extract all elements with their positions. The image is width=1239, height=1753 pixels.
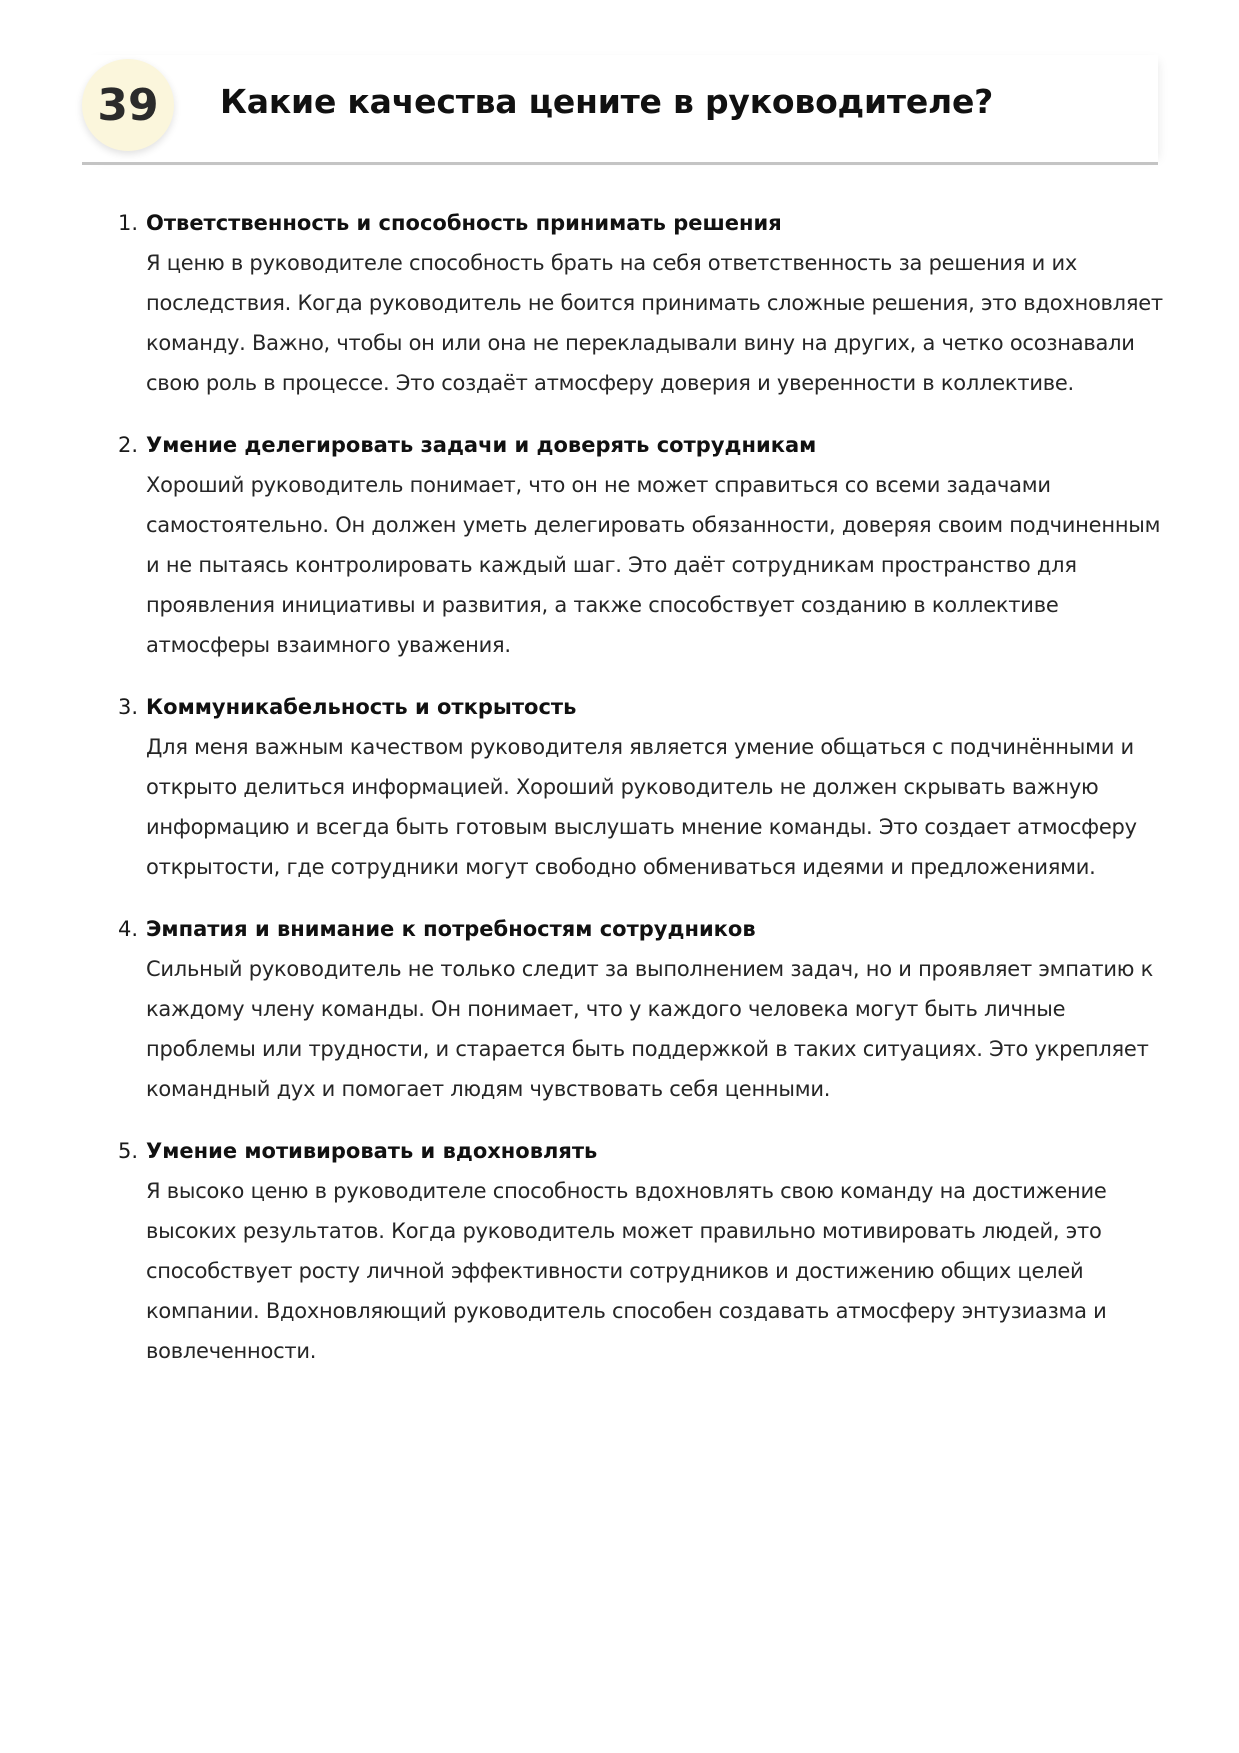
list-item-heading: Ответственность и способность принимать решения bbox=[146, 211, 782, 235]
list-item-text: Сильный руководитель не только следит за выполнением задач, но и проявляет эмпатию к каждому члену команды. Он понимает, что у каждого человека могут быть личные проблемы или трудности, и старается быть поддержкой в таких ситуациях. Это укрепляет командный дух и помогает людям чувствовать себя ценными. bbox=[146, 957, 1154, 1101]
list-item-number: 2. bbox=[118, 433, 139, 457]
list-item-text: Я ценю в руководителе способность брать на себя ответственность за решения и их последствия. Когда руководитель не боится принимать сложные решения, это вдохновляет команду. Важно, чтобы он или она не перекладывали вину на других, а четко осознавали свою роль в процессе. Это создаёт атмосферу доверия и уверенности в коллективе. bbox=[146, 251, 1163, 395]
list-item bbox=[0, 909, 1239, 1109]
list-item bbox=[0, 687, 1239, 887]
list-item-text: Для меня важным качеством руководителя является умение общаться с подчинёнными и открыто делиться информацией. Хороший руководитель не должен скрывать важную информацию и всегда быть готовым выслушать мнение команды. Это создает атмосферу открытости, где сотрудники могут свободно обмениваться идеями и предложениями. bbox=[146, 735, 1137, 879]
list-item-number: 1. bbox=[118, 211, 139, 235]
question-number-badge: 39 bbox=[82, 59, 174, 151]
list-item-number: 3. bbox=[118, 695, 139, 719]
list-item-number: 4. bbox=[118, 917, 139, 941]
list-item bbox=[0, 425, 1239, 665]
list-item bbox=[0, 1131, 1239, 1371]
list-item-heading: Умение делегировать задачи и доверять сотрудникам bbox=[146, 433, 817, 457]
list-item-number: 5. bbox=[118, 1139, 139, 1163]
list-item-heading: Коммуникабельность и открытость bbox=[146, 695, 577, 719]
list-item bbox=[0, 203, 1239, 403]
list-item-text: Я высоко ценю в руководителе способность вдохновлять свою команду на достижение высоких результатов. Когда руководитель может правильно мотивировать людей, это способствует росту личной эффективности сотрудников и достижению общих целей компании. Вдохновляющий руководитель способен создавать атмосферу энтузиазма и вовлеченности. bbox=[146, 1179, 1107, 1363]
page-title: Какие качества цените в руководителе? bbox=[220, 82, 994, 121]
qualities-list bbox=[0, 203, 1239, 1393]
page-header bbox=[82, 55, 1158, 165]
list-item-text: Хороший руководитель понимает, что он не может справиться со всеми задачами самостоятельно. Он должен уметь делегировать обязанности, доверяя своим подчиненным и не пытаясь контролировать каждый шаг. Это даёт сотрудникам пространство для проявления инициативы и развития, а также способствует созданию в коллективе атмосферы взаимного уважения. bbox=[146, 473, 1161, 657]
list-item-heading: Умение мотивировать и вдохновлять bbox=[146, 1139, 598, 1163]
list-item-heading: Эмпатия и внимание к потребностям сотрудников bbox=[146, 917, 756, 941]
